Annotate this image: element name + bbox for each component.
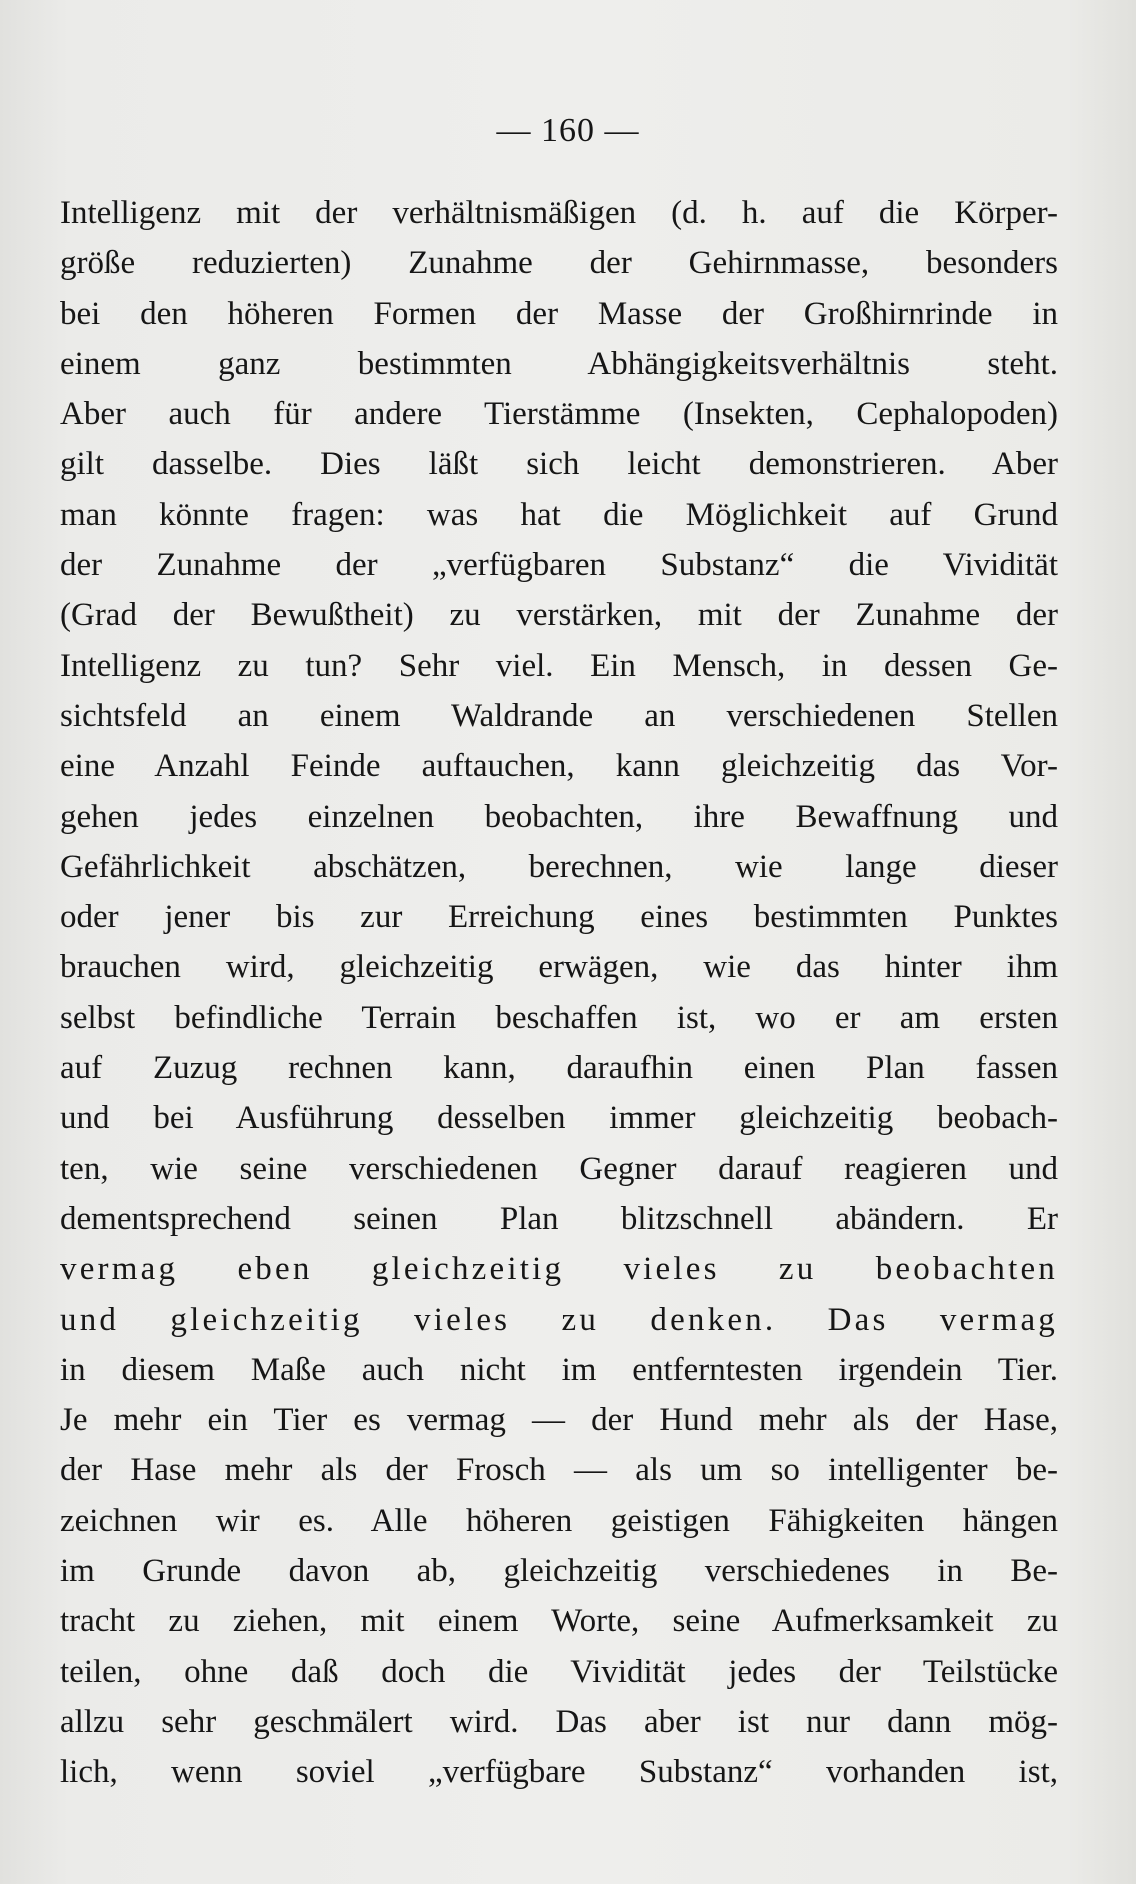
text-line: allzu sehr geschmälert wird. Das aber ist nur dann mög-: [60, 1703, 1058, 1740]
text-line: Je mehr ein Tier es vermag — der Hund mehr als der Hase,: [60, 1402, 1058, 1439]
text-line-emphasized: vermag eben gleichzeitig vieles zu beobachten: [60, 1251, 1058, 1288]
text-line: auf Zuzug rechnen kann, daraufhin einen Plan fassen: [60, 1050, 1058, 1087]
text-line: man könnte fragen: was hat die Möglichkeit auf Grund: [60, 496, 1058, 533]
text-line: Gefährlichkeit abschätzen, berechnen, wie lange dieser: [60, 848, 1058, 885]
text-line: dementsprechend seinen Plan blitzschnell abändern. Er: [60, 1200, 1058, 1237]
text-line: oder jener bis zur Erreichung eines bestimmten Punktes: [60, 899, 1058, 936]
text-line: bei den höheren Formen der Masse der Großhirnrinde in: [60, 295, 1058, 332]
text-line: gilt dasselbe. Dies läßt sich leicht demonstrieren. Aber: [60, 446, 1058, 483]
text-line: teilen, ohne daß doch die Vividität jedes der Teilstücke: [60, 1653, 1058, 1690]
text-line: einem ganz bestimmten Abhängigkeitsverhältnis steht.: [60, 345, 1058, 382]
text-line: lich, wenn soviel „verfügbare Substanz“ vorhanden ist,: [60, 1754, 1058, 1791]
text-line: im Grunde davon ab, gleichzeitig verschiedenes in Be-: [60, 1553, 1058, 1590]
page-number: — 160 —: [496, 112, 640, 149]
text-line: zeichnen wir es. Alle höheren geistigen Fähigkeiten hängen: [60, 1502, 1058, 1539]
text-line: tracht zu ziehen, mit einem Worte, seine Aufmerksamkeit zu: [60, 1603, 1058, 1640]
text-line: Aber auch für andere Tierstämme (Insekten, Cephalopoden): [60, 396, 1058, 433]
body-text: [60, 188, 1058, 1798]
text-line: und bei Ausführung desselben immer gleichzeitig beobach-: [60, 1100, 1058, 1137]
text-line: größe reduzierten) Zunahme der Gehirnmasse, besonders: [60, 245, 1058, 282]
text-line: brauchen wird, gleichzeitig erwägen, wie das hinter ihm: [60, 949, 1058, 986]
text-line: sichtsfeld an einem Waldrande an verschiedenen Stellen: [60, 697, 1058, 734]
text-line: (Grad der Bewußtheit) zu verstärken, mit der Zunahme der: [60, 597, 1058, 634]
text-line: eine Anzahl Feinde auftauchen, kann gleichzeitig das Vor-: [60, 748, 1058, 785]
text-line: Intelligenz zu tun? Sehr viel. Ein Mensch, in dessen Ge-: [60, 647, 1058, 684]
text-line: der Zunahme der „verfügbaren Substanz“ die Vividität: [60, 547, 1058, 584]
text-line: gehen jedes einzelnen beobachten, ihre Bewaffnung und: [60, 798, 1058, 835]
text-line-emphasized: und gleichzeitig vieles zu denken. Das vermag: [60, 1301, 1058, 1338]
text-line: selbst befindliche Terrain beschaffen ist, wo er am ersten: [60, 999, 1058, 1036]
text-line: Intelligenz mit der verhältnismäßigen (d. h. auf die Körper-: [60, 195, 1058, 231]
text-line: der Hase mehr als der Frosch — als um so intelligenter be-: [60, 1452, 1058, 1489]
text-line: ten, wie seine verschiedenen Gegner darauf reagieren und: [60, 1150, 1058, 1187]
text-line: in diesem Maße auch nicht im entferntesten irgendein Tier.: [60, 1351, 1058, 1388]
